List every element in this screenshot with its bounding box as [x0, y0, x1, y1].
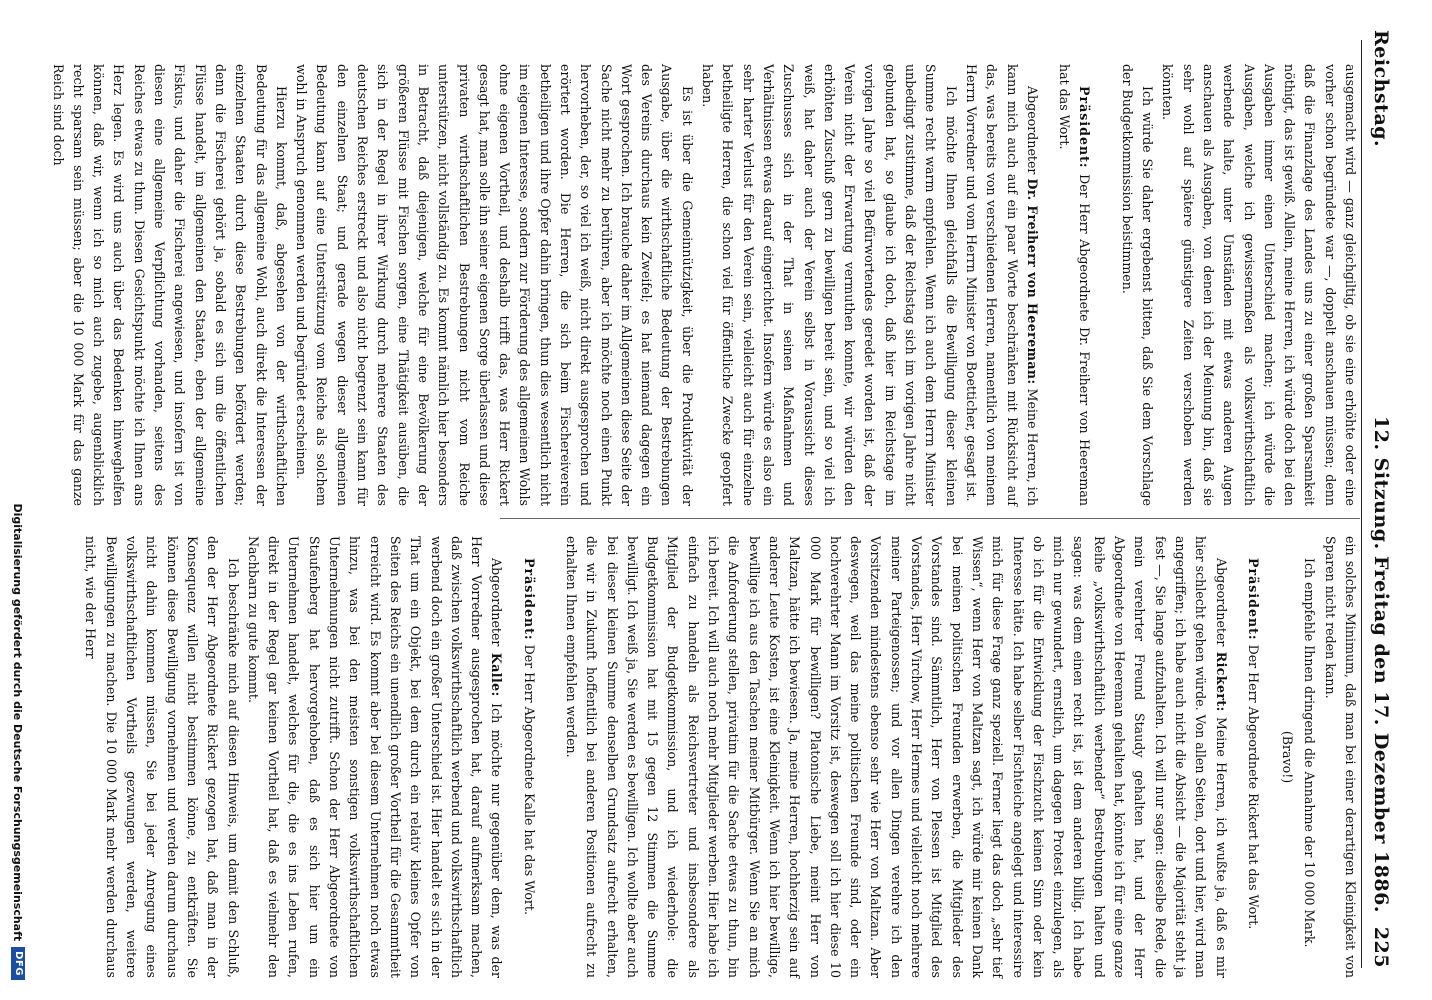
text-paragraph: Ich empfehle Ihnen dringend die Annahme der 10 000 Mark.	[1302, 558, 1318, 948]
speech-text: Meine Herren, ich wußte ja, daß es mir hier schlecht gehen würde. Von allen Seiten, dort und hier, wird man angegriffen; ich habe auch nicht die Absicht — die Majorität steht ja fest —, Sie lange aufzuhalten. Ich will nur sagen: dieselbe Rede, die mein verehrter Freund Staudy gehalten hat, und der Herr Abgeordnete von Heereman gehalten hat, könnte ich für eine ganze Reihe „volkswirthschaftlich werbender“ Bestrebungen halten und sagen: was dem einen recht ist, ist dem anderen billig. Ich habe mich nur gewundert, ernstlich, um dagegen Protest einzulegen, als ob ich für die Entwicklung der Fischzucht keinen Sinn oder kein Interesse hätte. Ich habe selber Fischteiche angelegt und interessire mich für diese Frage ganz speziell. Ferner liegt das doch „sehr tief Wissen“, wenn Herr von Maltzan sagt, ich würde mir keinen Dank bei meinen politischen Freunden erwerben, die Mitglieder des Vorstandes sind. Sämmtlich, Herr von Plessen ist Mitglied des Vorstandes, Herr Virchow, Herr Hermes und vielleicht noch mehrere meiner Parteigenossen; und vor allen Dingen verehre ich den Vorsitzenden mindestens ebenso sehr wie Herr von Maltzan. Aber deswegen, weil das meine politischen Freunde sind, oder ein hochverehrter Mann im Vorsitz ist, deswegen soll ich hier diese 10 000 Mark für bewilligen? Platonische Liebe, meint Herr von Maltzan, hätte ich bewiesen. Ja, meine Herren, hochherzig sein auf anderer Leute Kosten, ist eine Kleinigkeit. Wenn ich hier bewillige, bewillige ich aus den Taschen meiner Mitbürger. Wenn Sie an mich die Anforderung stellen, privatim für die Sache etwas zu thun, bin ich bereit. Ich will auch noch mehr Mitglieder werben. Hier habe ich einfach zu handeln als Reichsvertreter und insbesondere als Mitglied der Budgetkommission, und ich wiederhole: die Budgetkommission hat mit 15 gegen 12 Stimmen die Summe bewilligt. Ich weiß ja, Sie werden es bewilligen. Ich wollte aber auch bei dieser kleinen Summe denselben Grundsatz aufrecht erhalten, die wir in Zukunft hoffentlich bei anderen Positionen aufrecht zu erhalten Ihnen empfehlen werden.	[564, 536, 1229, 978]
speech-text: Ich möchte nur gegenüber dem, was der Herr Vorredner ausgesprochen hat, darauf aufmerksam machen, daß zwischen volkswirthschaftlich werbend und volkswirthschaftlich werbend doch ein großer Unterschied ist. Hier handelt es sich in der That um ein Objekt, bei dem durch ein relativ kleines Opfer von Seiten des Reichs ein unendlich großer Vortheil für die Gesammtheit erreicht wird. Es kommt aber bei diesem Unternehmen noch etwas hinzu, was bei den meisten sonstigen volkswirthschaftlichen Unternehmungen nicht zutrifft. Schon der Herr Abgeordnete von Staufenberg hat hervorgehoben, daß es sich hier um ein Unternehmen handelt, welches für die, die es ins Leben rufen, direkt in der Regel gar keinen Vortheil hat, daß es vielmehr den Nachbarn zu gute kommt.	[245, 536, 505, 978]
spacer	[1042, 64, 1054, 506]
speaker-name: Dr. Freiherr von Heereman:	[1024, 178, 1040, 385]
text-paragraph: Ich möchte Ihnen gleichfalls die Bewilligung dieser kleinen Summe recht warm empfehlen. Wenn ich auch dem Herrn Minister unbedingt zustimme, daß der Reichstag sich im vorigen Jahre nicht gebunden hat, so glaube ich doch, daß hier im Reichstage im vorigen Jahre so viel Befürwortendes geredet worden ist, daß der Verein nicht der Erwartung vermuthen konnte, wir würden den erhöhten Zuschuß gern zu bewilligen bereit sein, und so viel ich weiß, hat daher auch der Verein selbst in Voraussicht dieses Zuschusses sich in der That in seinen Maßnahmen und Verhältnissen etwas darauf eingerichtet. Insofern würde es also ein sehr harter Verlust für den Verein sein, vielleicht auch für einzelne betheiligte Herren, die schon viel für öffentliche Zwecke geopfert haben.	[700, 64, 959, 506]
president-label: Präsident:	[1245, 558, 1261, 641]
president-label: Präsident:	[1077, 86, 1093, 169]
spacer	[539, 536, 561, 978]
president-announcement	[518, 536, 538, 978]
spacer	[506, 536, 518, 978]
column-divider	[500, 518, 1360, 519]
text-paragraph: Ich würde Sie daher ergebenst bitten, daß Sie dem Vorschlage der Budgetkommission beistimmen.	[1119, 64, 1156, 506]
spacer	[1263, 536, 1275, 978]
speaker-name: Rickert:	[1213, 651, 1229, 712]
text-paragraph: Hierzu kommt, daß, abgesehen von der wirthschaftlichen Bedeutung für das allgemeine Wohl, auch direkt die Interessen der einzelnen Staaten durch diese Bestrebungen befördert werden; denn die Fischerei gehört ja, sobald es sich um die öffentlichen Flüsse handelt, im allgemeinen den Staaten, eben der allgemeine Fiskus, und daher die Fischerei angewiesen, und insofern ist von diesen eine allgemeine Verpflichtung vorhanden, seitens des Reiches etwas zu thun. Diesen Gesichtspunkt möchte ich Ihnen ans Herz legen. Es wird uns auch über das Bedenken hinweghelfen können, daß wir, wenn ich so mich auch zugebe, augenblicklich recht sparsam sein müssen; aber die 10 000 Mark für das ganze Reich sind doch	[50, 64, 289, 506]
header-institution: Reichstag.	[1370, 30, 1392, 148]
page-header	[1362, 16, 1396, 968]
speaker-role: Abgeordneter	[1213, 558, 1229, 647]
text-paragraph: ausgemacht wird — ganz gleichgiltig, ob sie eine erhöhte oder eine vorher schon begründete war —, doppelt anschauen müssen; denn daß die Finanzlage des Landes uns zu einer großen Sparsamkeit nöthigt, das ist gewiß. Allein, meine Herren, ich würde doch bei den Ausgaben immer einen Unterschied machen; ich würde die Ausgaben, welche ich gewissermaßen als volkswirthschaftlich werbende halte, unter Umständen mit etwas anderen Augen anschauen als Ausgaben, von denen ich der Meinung bin, daß sie sehr wohl auf spätere günstigere Zeiten verschoben werden könnten.	[1160, 64, 1358, 506]
credit-text: Digitalisierung gefördert durch die Deutsche Forschungsgemeinschaft	[11, 503, 25, 942]
president-label: Präsident:	[521, 558, 537, 641]
page-number: 225	[1370, 926, 1392, 968]
speech-paragraph	[961, 64, 1042, 506]
text-paragraph: ein solches Minimum, daß man bei einer derartigen Kleinigkeit von Sparen nicht reden kann.	[1322, 536, 1358, 978]
right-column	[80, 536, 1360, 978]
speech-text: Meine Herren, ich kann mich auch auf ein paar Worte beschränken mit Rücksicht auf das, was bereits von verschiedenen Herren, namentlich von meinem Herrn Vorredner und vom Herrn Minister von Boetticher, gesagt ist.	[963, 64, 1040, 506]
digitization-credit	[6, 20, 30, 980]
spacer	[1094, 64, 1116, 506]
text-paragraph: Es ist über die Gemeinnützigkeit, über die Produktivität der Ausgabe, über die wirthschaftliche Bedeutung der Bestrebungen des Vereins durchaus kein Zweifel; es hat niemand dagegen ein Wort gesprochen. Ich brauche daher im Allgemeinen diese Seite der Sache nicht mehr zu berühren, aber ich möchte noch einen Punkt hervorheben, der, so viel ich weiß, nicht direkt ausgesprochen und erörtert worden. Die Herren, die sich beim Fischereiverein betheiligen und ihre Opfer dahin bringen, thun dies wesentlich nicht im eigenen Interesse, sondern zur Förderung des allgemeinen Wohls ohne eigenen Vortheil, und deshalb trifft das, was Herr Rickert gesagt hat, man solle ihn seiner eigenen Sorge überlassen und diese privaten wirthschaftlichen Bestrebungen nicht vom Reiche unterstützen, nicht vollständig zu. Es kommt nämlich hier besonders in Betracht, daß diejenigen, welche für eine Bevölkerung der größeren Flüsse mit Fischen sorgen, eine Thätigkeit ausüben, die sich in der Regel in ihrer Wirkung durch mehrere Staaten des deutschen Reiches erstreckt und also nicht begrenzt sein kann für den einzelnen Staat; und gerade wegen dieser allgemeinen Bedeutung kann auf eine Unterstützung vom Reiche als solchem wohl in Anspruch genommen werden und begründet erscheinen.	[294, 64, 695, 506]
header-rule	[1361, 40, 1362, 968]
speech-paragraph	[561, 536, 1231, 978]
announcement-text: Der Herr Abgeordnete Rickert hat das Wort.	[1245, 644, 1261, 930]
text-paragraph: Ich beschränke mich auf diesen Hinweis, um damit den Schluß, den der Herr Abgeordnete Rickert gezogen hat, daß man in der Konsequenz willen nicht bestimmen könne, zu entkräften. Sie können diese Bewilligung vornehmen und werden darum durchaus nicht dahin kommen müssen, Sie bei jeder Anregung eines volkswirthschaftlichen Vortheils gezwungen werden, weitere Bewilligungen zu machen. Die 10 000 Mark mehr werden durchaus nicht, wie der Herr	[83, 536, 241, 978]
speaker-name: Kalle:	[489, 652, 505, 697]
speech-paragraph	[243, 536, 507, 978]
president-announcement	[1054, 64, 1095, 506]
announcement-text: Der Herr Abgeordnete Kalle hat das Wort.	[521, 644, 537, 915]
speaker-role: Abgeordneter	[489, 558, 505, 647]
announcement-text: Der Herr Abgeordnete Dr. Freiherr von Heereman hat das Wort.	[1057, 64, 1093, 506]
interjection: (Bravo!)	[1280, 730, 1296, 784]
dfg-logo: DFG	[11, 947, 25, 980]
header-session: 12. Sitzung.	[1370, 416, 1392, 550]
president-announcement	[1243, 536, 1263, 978]
speaker-role: Abgeordneter	[1024, 86, 1040, 175]
left-column	[47, 64, 1360, 506]
header-date: Freitag den 17. Dezember 1886.	[1370, 556, 1392, 913]
spacer	[1231, 536, 1243, 978]
